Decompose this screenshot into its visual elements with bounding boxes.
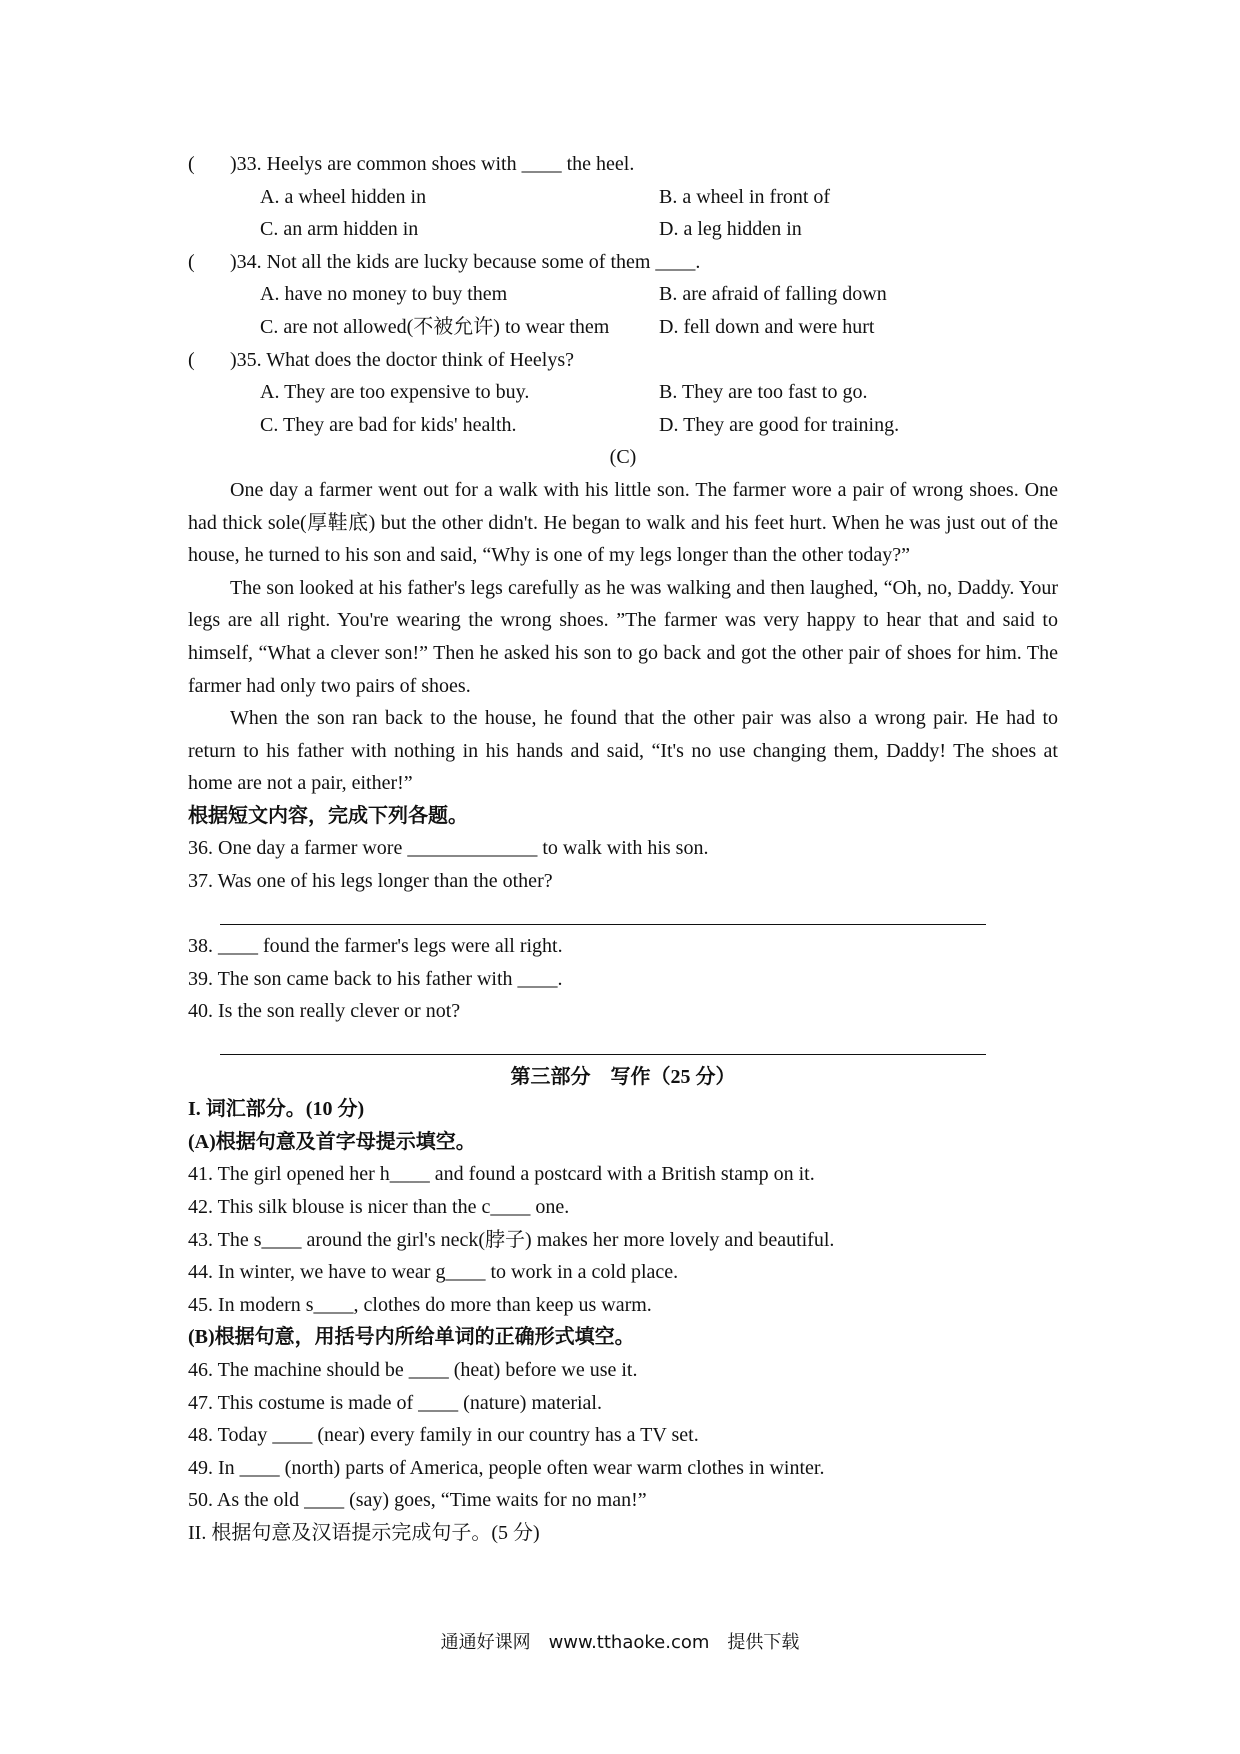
question-stem: )35. What does the doctor think of Heelys? xyxy=(230,348,574,371)
options-row xyxy=(188,409,1058,442)
question-35 xyxy=(188,344,1058,377)
page-footer: 通通好课网 www.tthaoke.com 提供下载 xyxy=(440,1632,800,1653)
option-d: D. fell down and were hurt xyxy=(659,315,875,338)
section-heading: II. 根据句意及汉语提示完成句子。(5 分) xyxy=(188,1521,540,1544)
question-stem: )34. Not all the kids are lucky because some of them ____. xyxy=(230,250,701,273)
option-c: C. are not allowed(不被允许) to wear them xyxy=(260,315,610,338)
answer-bracket: ( xyxy=(188,250,195,273)
question-40: 40. Is the son really clever or not? xyxy=(188,1000,461,1023)
question-39: 39. The son came back to his father with ____. xyxy=(188,967,563,990)
option-a: A. a wheel hidden in xyxy=(260,185,427,208)
answer-space xyxy=(188,898,1058,931)
section-heading: I. 词汇部分。(10 分) xyxy=(188,1098,365,1121)
option-c: C. They are bad for kids' health. xyxy=(260,413,517,436)
options-row xyxy=(188,181,1058,214)
section-b-heading: (B)根据句意，用括号内所给单词的正确形式填空。 xyxy=(188,1326,635,1349)
answer-space xyxy=(188,1028,1058,1061)
answer-bracket: ( xyxy=(188,348,195,371)
passage-paragraph: One day a farmer went out for a walk with his little son. The farmer wore a pair of wrong shoes. One had thick sole(厚鞋底) but the other didn't. He began to walk and his feet hurt. When he was just out of the house, he turned to his son and said, “Why is one of my legs longer than the other today?” xyxy=(188,478,1058,567)
question-38: 38. ____ found the farmer's legs were all right. xyxy=(188,935,563,958)
passage-paragraph: The son looked at his father's legs carefully as he was walking and then laughed, “Oh, no, Daddy. Your legs are all right. You're wearing the wrong shoes. ”The farmer was very happy to hear that and said to himself, “What a clever son!” Then he asked his son to go back and got the other pair of shoes for him. The farmer had only two pairs of shoes. xyxy=(188,576,1058,697)
answer-bracket: ( xyxy=(188,153,195,175)
answer-line xyxy=(220,898,986,925)
option-b: B. are afraid of falling down xyxy=(659,283,887,306)
passage-label: (C) xyxy=(609,446,637,469)
options-row xyxy=(188,376,1058,409)
section-a-heading: (A)根据句意及首字母提示填空。 xyxy=(188,1130,476,1153)
passage-paragraph: When the son ran back to the house, he found that the other pair was also a wrong pair. He had to return to his father with nothing in his hands and said, “It's no use changing them, Daddy! The shoes at home are not a pair, either!” xyxy=(188,707,1058,795)
options-row xyxy=(188,278,1058,311)
options-row xyxy=(188,213,1058,246)
options-row xyxy=(188,311,1058,344)
question-stem: )33. Heelys are common shoes with ____ the heel. xyxy=(230,153,635,175)
question-45: 45. In modern s____, clothes do more than keep us warm. xyxy=(188,1293,652,1316)
option-b: B. a wheel in front of xyxy=(659,185,831,208)
answer-line xyxy=(220,1028,986,1055)
question-43: 43. The s____ around the girl's neck(脖子) makes her more lovely and beautiful. xyxy=(188,1228,835,1251)
question-36: 36. One day a farmer wore _____________ to walk with his son. xyxy=(188,837,709,860)
option-d: D. a leg hidden in xyxy=(659,218,802,241)
question-47: 47. This costume is made of ____ (nature) material. xyxy=(188,1391,602,1414)
part-title: 第三部分 写作（25 分） xyxy=(510,1065,736,1088)
question-50: 50. As the old ____ (say) goes, “Time waits for no man!” xyxy=(188,1489,647,1512)
question-46: 46. The machine should be ____ (heat) before we use it. xyxy=(188,1358,638,1381)
question-42: 42. This silk blouse is nicer than the c____ one. xyxy=(188,1196,570,1218)
option-d: D. They are good for training. xyxy=(659,413,900,436)
option-a: A. have no money to buy them xyxy=(260,283,508,306)
question-37: 37. Was one of his legs longer than the other? xyxy=(188,870,553,893)
reading-instructions: 根据短文内容，完成下列各题。 xyxy=(188,804,468,827)
option-b: B. They are too fast to go. xyxy=(659,381,868,404)
document-page xyxy=(188,148,1058,1550)
question-33 xyxy=(188,148,1058,181)
option-c: C. an arm hidden in xyxy=(260,218,419,241)
question-49: 49. In ____ (north) parts of America, people often wear warm clothes in winter. xyxy=(188,1456,825,1479)
question-34 xyxy=(188,246,1058,279)
option-a: A. They are too expensive to buy. xyxy=(260,381,530,404)
question-48: 48. Today ____ (near) every family in our country has a TV set. xyxy=(188,1424,699,1447)
question-41: 41. The girl opened her h____ and found a postcard with a British stamp on it. xyxy=(188,1163,815,1186)
question-44: 44. In winter, we have to wear g____ to work in a cold place. xyxy=(188,1261,679,1284)
